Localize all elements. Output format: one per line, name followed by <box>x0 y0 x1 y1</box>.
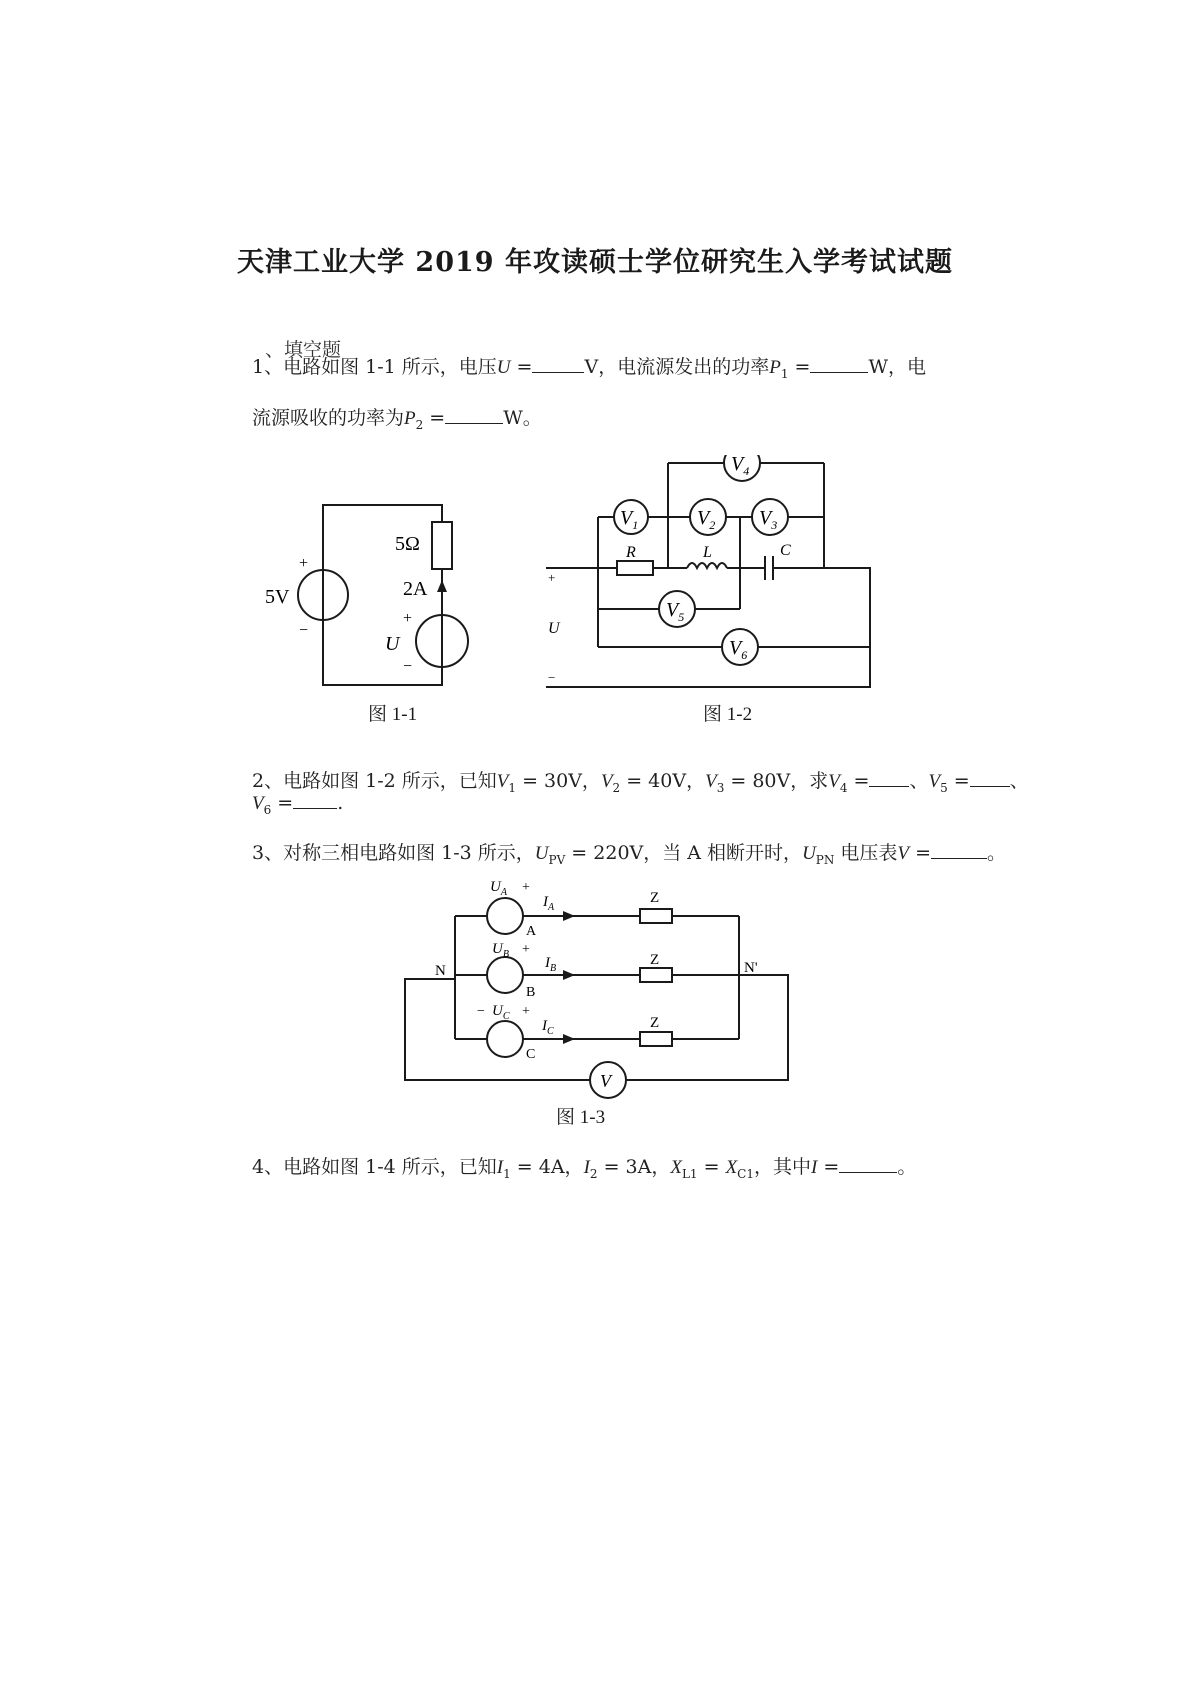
wire-bottom <box>323 595 442 685</box>
question-2-line-1: 2、电路如图 1-2 所示，已知$V_1 = 30V$，$V_2 = 40V$，$V_3 = 80V$，求$V_4$ = 、$V_5$ = 、 <box>252 770 1029 795</box>
figure-1-1-circuit <box>255 495 495 695</box>
figure-1-2-caption: 图 1-2 <box>703 704 753 725</box>
ub-plus-sign: + <box>522 942 530 957</box>
v4-label: $V_4$ <box>731 455 750 478</box>
current-label: 2A <box>403 578 428 600</box>
resistor-label: 5Ω <box>395 533 420 555</box>
ua-plus-sign: + <box>522 880 530 895</box>
z-a-label: Z <box>650 890 660 906</box>
v3-label: $V_3$ <box>759 507 778 532</box>
answer-blank-u[interactable] <box>532 354 584 373</box>
answer-blank-i[interactable] <box>839 1154 897 1173</box>
question-1-line-2: 流源吸收的功率为$P_2 = W$。 <box>252 407 542 432</box>
answer-blank-v[interactable] <box>931 840 987 859</box>
uc-label: $U_C$ <box>492 1003 510 1022</box>
v1-label: $V_1$ <box>620 507 639 532</box>
source-a-symbol <box>487 898 523 934</box>
source-c-symbol <box>487 1021 523 1057</box>
v5-label: $V_5$ <box>666 599 685 624</box>
question-2-line-2: $V_6$ = . <box>252 792 344 817</box>
ua-label: $U_A$ <box>490 879 507 898</box>
phase-c-label: C <box>526 1047 536 1062</box>
v2-label: $V_2$ <box>697 507 716 532</box>
uc-plus-sign: + <box>522 1004 530 1019</box>
z-b-label: Z <box>650 952 660 968</box>
phase-b-label: B <box>526 985 536 1000</box>
question-4-line: 4、电路如图 1-4 所示，已知$I_1 = 4A$，$I_2 = 3A$，$X_{L1} = X_{C1}$，其中I = 。 <box>252 1156 917 1181</box>
answer-blank-v6[interactable] <box>293 790 337 809</box>
u-label: U <box>385 633 400 655</box>
node-n-prime-label: N' <box>744 960 758 976</box>
question-3-line: 3、对称三相电路如图 1-3 所示，$U_{PV} = 220V$，当 A 相断开时，$U_{PN}$ 电压表V = 。 <box>252 842 1007 867</box>
u-plus-sign: + <box>403 610 413 627</box>
resistor-symbol <box>432 522 452 569</box>
ub-label: $U_B$ <box>492 941 509 960</box>
impedance-b-symbol <box>640 968 672 982</box>
u-label: U <box>548 620 560 637</box>
current-arrow-a-icon <box>563 911 575 921</box>
phase-a-label: A <box>526 924 537 939</box>
answer-blank-v5[interactable] <box>970 768 1010 787</box>
figure-1-1-caption: 图 1-1 <box>368 704 418 725</box>
source-minus-sign: − <box>299 622 309 639</box>
ia-label: $I_A$ <box>543 894 555 913</box>
answer-blank-v4[interactable] <box>869 768 909 787</box>
figure-1-3-circuit <box>395 875 805 1100</box>
meter-wire-left <box>405 979 590 1080</box>
c-label: C <box>780 542 791 559</box>
figure-1-2-circuit <box>540 455 880 695</box>
l-label: L <box>703 544 712 561</box>
resistor-r-symbol <box>617 561 653 575</box>
r-label: R <box>626 544 636 561</box>
page-title: 天津工业大学 2019 年攻读硕士学位研究生入学考试试题 <box>237 247 953 278</box>
answer-blank-p1[interactable] <box>810 354 868 373</box>
v6-label: $V_6$ <box>729 637 748 662</box>
z-c-label: Z <box>650 1015 660 1031</box>
figure-1-3-caption: 图 1-3 <box>556 1107 606 1128</box>
section-heading: 、填空题 <box>265 339 342 361</box>
current-arrow-c-icon <box>563 1034 575 1044</box>
ib-label: $I_B$ <box>545 955 557 974</box>
return-wire <box>546 568 870 687</box>
u-plus-sign: + <box>548 570 556 585</box>
inductor-l-symbol <box>687 563 727 568</box>
node-n-label: N <box>435 963 446 979</box>
impedance-c-symbol <box>640 1032 672 1046</box>
current-arrow-icon <box>437 580 447 592</box>
meter-v-label: V <box>600 1071 611 1091</box>
uc-minus-sign: − <box>477 1004 485 1019</box>
impedance-a-symbol <box>640 909 672 923</box>
answer-blank-p2[interactable] <box>445 405 503 424</box>
ic-label: $I_C$ <box>542 1018 554 1037</box>
u-minus-sign: − <box>548 670 556 685</box>
current-arrow-b-icon <box>563 970 575 980</box>
question-1-line-1: 1、电路如图 1-1 所示，电压U = V，电流源发出的功率$P_1 = W$，电 <box>252 356 926 381</box>
source-voltage-label: 5V <box>265 586 290 608</box>
source-plus-sign: + <box>299 555 309 572</box>
source-b-symbol <box>487 957 523 993</box>
u-minus-sign: − <box>403 658 413 675</box>
